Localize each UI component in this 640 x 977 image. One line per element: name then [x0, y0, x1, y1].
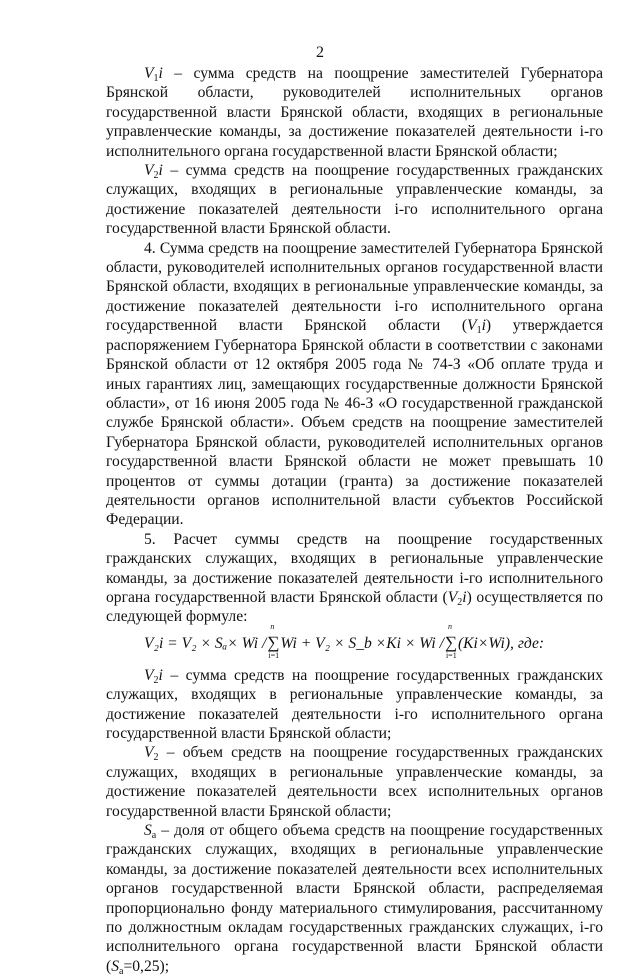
document-body	[106, 64, 603, 976]
paragraph-v2i-definition	[106, 161, 603, 239]
symbol-v: V	[447, 588, 458, 606]
symbol-v: V	[144, 162, 154, 180]
symbol-v: V	[144, 65, 154, 82]
definition-v2i	[106, 666, 603, 744]
paragraph-text: 4. Сумма средств на поощрение заместителей Губернатора Брянской области, руководителей исполнительных органов государственной власти Брянской области, входящих в региональные управленческие команды, за достижение показателей деятельности i-го исполнительного органа государственной власти Брянской области (	[106, 239, 603, 335]
paragraph-item-4	[106, 239, 603, 530]
sum-symbol	[266, 621, 280, 660]
definition-text: – доля от общего объема средств на поощрение государственных гражданских служащих, входящих в региональные управленческие команды, за достижение показателей деятельности всех исполнительных органов государственной власти Брянской области, распределяемая пропорционально фонду материального стимулирования, рассчитанному по должностным окладам государственных гражданских служащих, i-го исполнительного органа государственной власти Брянской области (	[106, 822, 603, 975]
symbol-subscript: 2	[153, 752, 159, 764]
paragraph-text: 5. Расчет суммы средств на поощрение государственных гражданских служащих, входящих в региональные управленческие команды, за достижение показателей деятельности i-го исполнительного органа государственной власти Брянской области (	[106, 530, 603, 606]
symbol-subscript: a	[119, 965, 124, 977]
formula-lhs: V₂i = V₂ × Sₐ× Wi /	[144, 634, 267, 652]
symbol-s: S	[111, 957, 119, 975]
sum-upper-limit: n	[270, 621, 275, 631]
symbol-suffix: i	[158, 162, 163, 180]
page-number: 2	[316, 44, 324, 61]
definition-sa	[106, 821, 603, 976]
symbol-subscript: 2	[153, 170, 159, 182]
sum-lower-limit: i=1	[445, 650, 457, 660]
sum-symbol	[444, 621, 458, 660]
sum-upper-limit: n	[447, 621, 452, 631]
formula	[106, 621, 603, 666]
symbol-v: V	[144, 666, 154, 684]
symbol-subscript: 2	[457, 596, 463, 608]
paragraph-text: – сумма средств на поощрение государственных гражданских служащих, входящих в региональные управленческие команды, за достижение показателей деятельности i-го исполнительного органа государственной власти Брянской области.	[106, 162, 603, 238]
symbol-v: V	[467, 317, 477, 335]
symbol-subscript: a	[151, 830, 157, 842]
definition-v2	[106, 743, 603, 821]
paragraph-text: ) осуществляется по следующей формуле:	[106, 588, 603, 626]
symbol-v: V	[144, 744, 154, 762]
paragraph-v1i-definition	[106, 64, 603, 161]
symbol-suffix: i	[462, 588, 467, 606]
formula-line	[144, 621, 545, 660]
formula-middle: Wi + V₂ × S_b ×Ki × Wi /	[280, 634, 444, 652]
symbol-subscript: 1	[476, 325, 482, 337]
symbol-subscript: 2	[153, 674, 159, 686]
sigma-icon: ∑	[444, 632, 458, 652]
formula-tail: (Ki×Wi), где:	[457, 634, 545, 652]
symbol-subscript: 1	[153, 73, 159, 84]
definition-text: – объем средств на поощрение государственных гражданских служащих, входящих в региональные управленческие команды, за достижение показателей деятельности всех исполнительных органов государственной власти Брянской области;	[106, 744, 603, 820]
paragraph-text: – сумма средств на поощрение заместителей Губернатора Брянской области, руководителей исполнительных органов государственной власти Брянской области, входящих в региональные управленческие команды, за достижение показателей деятельности i-го исполнительного органа государственной власти Брянской области;	[106, 65, 603, 160]
sigma-icon: ∑	[267, 632, 280, 652]
sum-lower-limit: i=1	[268, 650, 280, 660]
symbol-suffix: i	[158, 666, 163, 684]
paragraph-item-5	[106, 530, 603, 627]
definition-tail: =0,25);	[123, 957, 170, 975]
symbol-suffix: i	[481, 317, 486, 335]
definition-text: – сумма средств на поощрение государственных гражданских служащих, входящих в региональные управленческие команды, за достижение показателей деятельности i-го исполнительного органа государственной власти Брянской области;	[106, 666, 603, 742]
paragraph-text: ) утверждается распоряжением Губернатора Брянской области в соответствии с законами Брянской области от 12 октября 2005 года № 74-З «Об оплате труда и иных гарантиях лиц, замещающих государственные должности Брянской области», от 16 июня 2005 года № 46-З «О государственной гражданской службе Брянской области». Объем средств на поощрение заместителей Губернатора Брянской области, руководителей исполнительных органов государственной власти Брянской области не может превышать 10 процентов от суммы дотации (гранта) за достижение показателей деятельности органов исполнительной власти субъектов Российской Федерации.	[106, 317, 603, 529]
symbol-suffix: i	[158, 65, 163, 82]
symbol-s: S	[144, 822, 152, 840]
